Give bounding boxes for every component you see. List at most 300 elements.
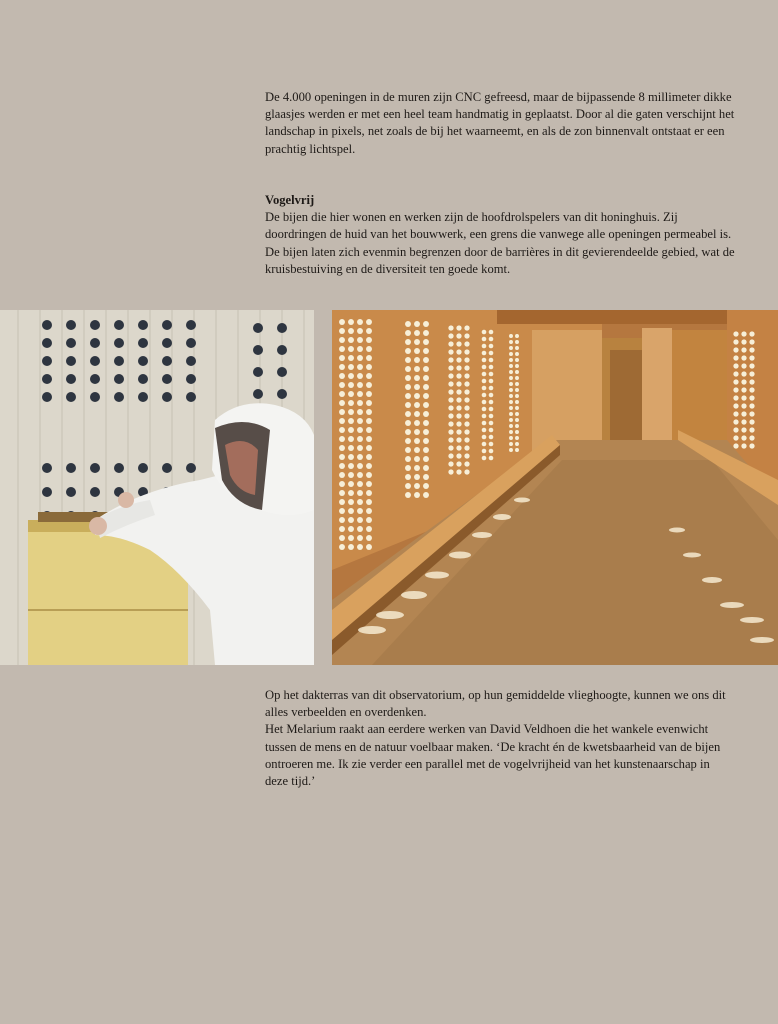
wall-opening — [448, 365, 453, 370]
wall-opening — [366, 319, 372, 325]
wall-opening — [464, 389, 469, 394]
wall-opening — [339, 526, 345, 532]
wall-opening — [348, 400, 354, 406]
wall-opening — [414, 384, 420, 390]
wall-opening — [456, 445, 461, 450]
wall-hole — [186, 392, 196, 402]
wall-opening — [733, 387, 738, 392]
wall-hole — [253, 345, 263, 355]
wall-opening — [348, 499, 354, 505]
wall-opening — [741, 403, 746, 408]
wall-opening — [464, 445, 469, 450]
wall-opening — [366, 418, 372, 424]
wall-opening — [489, 414, 494, 419]
wall-hole — [277, 323, 287, 333]
wall-opening — [515, 430, 519, 434]
section-heading: Vogelvrij — [265, 193, 315, 207]
wall-opening — [509, 418, 513, 422]
wall-opening — [741, 443, 746, 448]
wall-hole — [186, 374, 196, 384]
wall-opening — [405, 330, 411, 336]
wall-opening — [414, 357, 420, 363]
wall-opening — [339, 535, 345, 541]
wall-opening — [339, 544, 345, 550]
wall-opening — [366, 391, 372, 397]
wall-opening — [366, 337, 372, 343]
wall-hole — [66, 463, 76, 473]
wall-hole — [66, 338, 76, 348]
wall-opening — [357, 454, 363, 460]
wall-opening — [405, 402, 411, 408]
wall-opening — [357, 508, 363, 514]
wall-opening — [749, 443, 754, 448]
wall-opening — [515, 352, 519, 356]
wall-opening — [414, 330, 420, 336]
wall-opening — [509, 382, 513, 386]
wall-opening — [348, 508, 354, 514]
wall-opening — [366, 544, 372, 550]
wall-opening — [348, 481, 354, 487]
wall-opening — [749, 403, 754, 408]
wall-opening — [448, 421, 453, 426]
wall-opening — [448, 373, 453, 378]
wall-opening — [423, 456, 429, 462]
wall-opening — [414, 393, 420, 399]
wall-hole — [138, 374, 148, 384]
wall-opening — [405, 393, 411, 399]
wall-opening — [733, 411, 738, 416]
wall-hole — [162, 463, 172, 473]
wall-opening — [357, 427, 363, 433]
wall-opening — [741, 419, 746, 424]
wall-opening — [489, 358, 494, 363]
wall-opening — [733, 443, 738, 448]
wall-opening — [423, 330, 429, 336]
wall-opening — [448, 437, 453, 442]
wall-opening — [489, 400, 494, 405]
wall-hole — [253, 367, 263, 377]
wall-hole — [114, 356, 124, 366]
wall-opening — [482, 365, 487, 370]
wall-opening — [414, 456, 420, 462]
wall-opening — [405, 357, 411, 363]
wall-opening — [448, 453, 453, 458]
wall-opening — [423, 474, 429, 480]
wall-opening — [515, 406, 519, 410]
outro-text — [265, 687, 735, 790]
wall-opening — [348, 337, 354, 343]
wall-opening — [339, 490, 345, 496]
wall-opening — [348, 373, 354, 379]
wall-opening — [448, 389, 453, 394]
wall-opening — [357, 526, 363, 532]
wall-opening — [414, 465, 420, 471]
wall-opening — [405, 339, 411, 345]
wall-opening — [741, 411, 746, 416]
wall-opening — [357, 346, 363, 352]
wall-opening — [423, 321, 429, 327]
wall-opening — [515, 412, 519, 416]
wall-opening — [482, 456, 487, 461]
wall-opening — [464, 349, 469, 354]
wall-hole — [162, 338, 172, 348]
wall-opening — [456, 397, 461, 402]
wall-opening — [509, 430, 513, 434]
wall-hole — [66, 356, 76, 366]
wall-opening — [741, 371, 746, 376]
wall-opening — [414, 429, 420, 435]
wall-opening — [509, 424, 513, 428]
wall-opening — [509, 340, 513, 344]
wall-opening — [515, 370, 519, 374]
wall-opening — [509, 406, 513, 410]
wall-opening — [489, 337, 494, 342]
wall-opening — [749, 435, 754, 440]
wall-opening — [464, 421, 469, 426]
wall-hole — [186, 338, 196, 348]
wall-hole — [114, 392, 124, 402]
wall-opening — [423, 357, 429, 363]
wall-opening — [489, 428, 494, 433]
wall-opening — [464, 469, 469, 474]
wall-opening — [405, 348, 411, 354]
wall-opening — [749, 363, 754, 368]
wall-opening — [405, 465, 411, 471]
wall-opening — [489, 442, 494, 447]
wall-opening — [339, 472, 345, 478]
wall-opening — [357, 499, 363, 505]
wall-hole — [66, 320, 76, 330]
wall-opening — [339, 319, 345, 325]
wall-opening — [357, 481, 363, 487]
wall-opening — [733, 339, 738, 344]
wall-opening — [509, 346, 513, 350]
wall-opening — [456, 413, 461, 418]
wall-opening — [464, 413, 469, 418]
wall-opening — [741, 363, 746, 368]
wall-opening — [414, 321, 420, 327]
wall-hole — [138, 320, 148, 330]
wall-hole — [186, 320, 196, 330]
wall-opening — [357, 436, 363, 442]
wall-opening — [515, 442, 519, 446]
wall-opening — [741, 427, 746, 432]
wall-opening — [482, 372, 487, 377]
wall-opening — [348, 391, 354, 397]
wall-opening — [448, 341, 453, 346]
wall-opening — [339, 481, 345, 487]
wall-opening — [489, 344, 494, 349]
wall-opening — [741, 347, 746, 352]
section-paragraph: De bijen die hier wonen en werken zijn de hoofdrolspelers van dit honinghuis. Zij doordringen de huid van het bouwwerk, een grens die vanwege alle openingen permeabel is. De bijen laten zich evenmin begrenzen door de barrières in dit gevierendeelde gebied, wat de kruisbestuiving en de diversiteit ten goede komt. — [265, 210, 735, 276]
wall-opening — [464, 397, 469, 402]
wall-opening — [448, 333, 453, 338]
wall-opening — [448, 461, 453, 466]
wall-hole — [42, 338, 52, 348]
wall-opening — [357, 472, 363, 478]
wall-opening — [515, 364, 519, 368]
wall-hole — [162, 374, 172, 384]
wall-opening — [741, 387, 746, 392]
wall-opening — [414, 420, 420, 426]
wall-opening — [749, 419, 754, 424]
wall-opening — [741, 355, 746, 360]
wall-opening — [509, 448, 513, 452]
wall-opening — [733, 379, 738, 384]
wall-opening — [456, 469, 461, 474]
wall-opening — [414, 474, 420, 480]
wall-hole — [42, 463, 52, 473]
wall-opening — [489, 351, 494, 356]
wall-opening — [348, 427, 354, 433]
wall-opening — [733, 403, 738, 408]
wall-opening — [423, 465, 429, 471]
wall-opening — [348, 382, 354, 388]
wall-opening — [414, 348, 420, 354]
wall-hole — [277, 345, 287, 355]
wall-opening — [366, 499, 372, 505]
wall-hole — [90, 320, 100, 330]
wall-hole — [114, 320, 124, 330]
wall-opening — [366, 364, 372, 370]
wall-opening — [414, 483, 420, 489]
wall-opening — [366, 526, 372, 532]
wall-opening — [357, 517, 363, 523]
wall-opening — [515, 394, 519, 398]
wall-opening — [482, 442, 487, 447]
wall-opening — [456, 453, 461, 458]
wall-opening — [509, 442, 513, 446]
wall-hole — [114, 374, 124, 384]
wall-opening — [515, 388, 519, 392]
wall-opening — [357, 319, 363, 325]
wall-opening — [348, 535, 354, 541]
wall-opening — [741, 339, 746, 344]
wall-hole — [162, 320, 172, 330]
wall-opening — [509, 334, 513, 338]
vogelvrij-section — [265, 192, 735, 278]
wall-opening — [366, 400, 372, 406]
wall-opening — [414, 366, 420, 372]
wall-opening — [405, 366, 411, 372]
wall-opening — [482, 379, 487, 384]
wall-hole — [277, 367, 287, 377]
wall-opening — [339, 346, 345, 352]
wall-opening — [423, 348, 429, 354]
wall-opening — [405, 411, 411, 417]
beekeeper-photo — [0, 310, 314, 665]
wall-opening — [456, 349, 461, 354]
wall-opening — [482, 435, 487, 440]
wall-opening — [348, 418, 354, 424]
wall-opening — [515, 358, 519, 362]
wall-opening — [423, 393, 429, 399]
wall-opening — [456, 341, 461, 346]
outro-paragraph-1: Op het dakterras van dit observatorium, op hun gemiddelde vlieghoogte, kunnen we ons dit alles verbeelden en overdenken. — [265, 688, 726, 720]
wall-opening — [515, 382, 519, 386]
wall-hole — [42, 320, 52, 330]
wall-opening — [405, 438, 411, 444]
wall-opening — [366, 427, 372, 433]
wall-opening — [339, 445, 345, 451]
wall-opening — [464, 461, 469, 466]
wall-opening — [509, 352, 513, 356]
wall-opening — [414, 438, 420, 444]
wall-hole — [90, 392, 100, 402]
wall-opening — [464, 453, 469, 458]
wall-opening — [348, 526, 354, 532]
wall-opening — [366, 373, 372, 379]
wall-opening — [489, 407, 494, 412]
wall-opening — [515, 436, 519, 440]
wall-opening — [749, 427, 754, 432]
wall-opening — [448, 349, 453, 354]
wall-opening — [405, 420, 411, 426]
wall-opening — [489, 365, 494, 370]
wall-opening — [489, 379, 494, 384]
wall-opening — [509, 370, 513, 374]
wall-opening — [405, 447, 411, 453]
wall-opening — [405, 483, 411, 489]
wall-hole — [138, 338, 148, 348]
wall-hole — [42, 487, 52, 497]
wall-opening — [749, 387, 754, 392]
wall-hole — [253, 323, 263, 333]
wall-opening — [339, 508, 345, 514]
wall-opening — [423, 366, 429, 372]
wall-opening — [339, 418, 345, 424]
wall-opening — [339, 355, 345, 361]
wall-opening — [339, 373, 345, 379]
wall-opening — [456, 429, 461, 434]
wall-opening — [733, 371, 738, 376]
wall-opening — [515, 376, 519, 380]
wall-opening — [741, 331, 746, 336]
wall-opening — [489, 435, 494, 440]
wall-opening — [339, 427, 345, 433]
wall-opening — [456, 333, 461, 338]
wall-opening — [405, 456, 411, 462]
wall-opening — [339, 454, 345, 460]
wall-opening — [749, 331, 754, 336]
wall-opening — [366, 409, 372, 415]
wall-opening — [489, 386, 494, 391]
wall-opening — [366, 472, 372, 478]
wall-opening — [515, 448, 519, 452]
wall-opening — [482, 407, 487, 412]
interior-illustration — [332, 310, 778, 665]
wall-opening — [405, 492, 411, 498]
wall-opening — [366, 355, 372, 361]
wall-opening — [366, 490, 372, 496]
wall-opening — [423, 420, 429, 426]
wall-opening — [366, 517, 372, 523]
wall-opening — [405, 474, 411, 480]
wall-opening — [464, 405, 469, 410]
wall-opening — [733, 331, 738, 336]
wall-hole — [42, 374, 52, 384]
wall-opening — [366, 346, 372, 352]
wall-hole — [114, 463, 124, 473]
wall-opening — [348, 436, 354, 442]
wall-opening — [423, 483, 429, 489]
wall-opening — [448, 469, 453, 474]
wall-opening — [414, 375, 420, 381]
wall-hole — [90, 356, 100, 366]
wall-opening — [448, 357, 453, 362]
wall-opening — [357, 355, 363, 361]
wall-opening — [448, 397, 453, 402]
wall-opening — [733, 419, 738, 424]
wall-opening — [456, 373, 461, 378]
wall-opening — [509, 436, 513, 440]
wall-opening — [414, 447, 420, 453]
wall-opening — [489, 421, 494, 426]
wall-opening — [733, 363, 738, 368]
wall-opening — [366, 382, 372, 388]
wall-hole — [66, 392, 76, 402]
wall-opening — [405, 375, 411, 381]
wall-opening — [405, 321, 411, 327]
wall-opening — [515, 400, 519, 404]
wall-opening — [456, 325, 461, 330]
wall-opening — [515, 340, 519, 344]
wall-opening — [339, 499, 345, 505]
wall-opening — [348, 454, 354, 460]
wall-opening — [515, 334, 519, 338]
wall-opening — [405, 429, 411, 435]
wall-opening — [348, 355, 354, 361]
wall-opening — [456, 421, 461, 426]
wall-opening — [509, 388, 513, 392]
wall-opening — [423, 492, 429, 498]
wall-opening — [414, 402, 420, 408]
wall-opening — [482, 428, 487, 433]
intro-paragraph: De 4.000 openingen in de muren zijn CNC gefreesd, maar de bijpassende 8 millimeter dikke glaasjes werden er met een heel team handmatig in geplaatst. Door al die gaten verschijnt het landschap in pixels, net zoals de bij het waarneemt, en als de zon binnenvalt ontstaat er een prachtig lichtspel. — [265, 90, 735, 156]
wall-opening — [423, 438, 429, 444]
wall-opening — [464, 333, 469, 338]
wall-opening — [741, 379, 746, 384]
wall-opening — [339, 382, 345, 388]
wall-opening — [509, 358, 513, 362]
wall-opening — [456, 365, 461, 370]
wall-hole — [42, 356, 52, 366]
wall-opening — [414, 411, 420, 417]
wall-opening — [357, 373, 363, 379]
wall-opening — [515, 346, 519, 350]
wall-opening — [348, 445, 354, 451]
wall-opening — [489, 456, 494, 461]
wall-opening — [482, 344, 487, 349]
wall-opening — [489, 449, 494, 454]
wall-opening — [464, 341, 469, 346]
wall-opening — [733, 435, 738, 440]
wall-opening — [357, 337, 363, 343]
wall-opening — [464, 325, 469, 330]
wall-opening — [733, 427, 738, 432]
wall-hole — [162, 392, 172, 402]
wall-opening — [456, 437, 461, 442]
wall-hole — [138, 392, 148, 402]
wall-opening — [509, 364, 513, 368]
wall-opening — [357, 328, 363, 334]
wall-opening — [357, 535, 363, 541]
wall-opening — [339, 364, 345, 370]
wall-opening — [489, 372, 494, 377]
wall-hole — [66, 487, 76, 497]
wall-opening — [348, 490, 354, 496]
wall-opening — [423, 447, 429, 453]
